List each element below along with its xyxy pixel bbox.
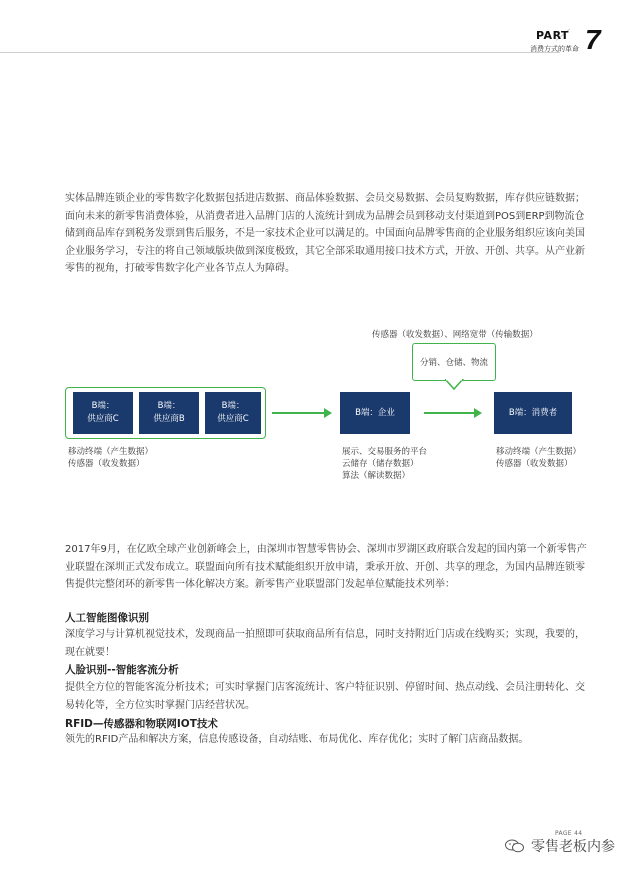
- section-heading-face-recognition: 人脸识别--智能客流分析: [65, 664, 179, 676]
- part-number: 7: [585, 24, 601, 55]
- supplier-box: [205, 392, 261, 434]
- supplier-line2: 供应商C: [217, 414, 249, 424]
- caption-line: 传感器（收发数据）: [496, 459, 573, 469]
- enterprise-box: B端：企业: [340, 392, 410, 434]
- section-body-rfid: [65, 731, 585, 749]
- wechat-account-name: 零售老板内参: [531, 839, 615, 855]
- header-rule: [0, 52, 560, 53]
- text-line: 实体品牌连锁企业的零售数字化数据包括进店数据、商品体验数据、会员交易数据、会员复购数据，库存供应链数据；: [65, 193, 585, 204]
- section-heading-ai-image: 人工智能图像识别: [65, 612, 149, 624]
- text-line: 零售的视角，打破零售数字化产业各节点人为障碍。: [65, 263, 295, 274]
- text-line: 易转化等，全方位实时掌握门店经营状况。: [65, 699, 255, 711]
- callout-pointer: [445, 379, 465, 391]
- text-line: 领先的RFID产品和解决方案，信息传感设备，自动结账、布局优化、库存优化；实时了解门店商品数据。: [65, 734, 529, 745]
- supplier-box: [73, 392, 133, 434]
- caption-line: 移动终端（产生数据）: [68, 447, 154, 457]
- caption-line: 展示、交易服务的平台: [342, 447, 428, 457]
- supplier-line1: B端：: [157, 401, 181, 411]
- wechat-watermark: [505, 836, 615, 856]
- text-line: 面向未来的新零售消费体验，从消费者进入品牌门店的人流统计到成为品牌会员到移动支付渠道到POS到ERP到物流仓: [65, 210, 585, 222]
- caption-line: 移动终端（产生数据）: [496, 447, 582, 457]
- section-heading-rfid: RFID—传感器和物联网IOT技术: [65, 718, 218, 730]
- alliance-paragraph: [65, 541, 585, 594]
- text-line: 业联盟在深圳正式发布成立。联盟面向所有技术赋能组织开放申请，秉承开放、开创、共享的理念，为国内品牌连锁零: [65, 561, 585, 573]
- text-line: 提供全方位的智能客流分析技术；可实时掌握门店客流统计、客户特征识别、停留时间、热点动线、会员注册转化、交: [65, 682, 585, 693]
- page-number: PAGE 44: [555, 830, 583, 837]
- text-line: 2017年9月，在亿欧全球产业创新峰会上，由深圳市智慧零售协会、深圳市罗湖区政府联合发起的国内第一个新零售产: [65, 544, 587, 555]
- section-body-face-recognition: [65, 679, 585, 714]
- caption-line: 云储存（储存数据）: [342, 459, 419, 469]
- diagram-callout: 分销、仓储、物流: [412, 343, 496, 381]
- supplier-line1: B端：: [91, 401, 115, 411]
- flow-arrow-line: [272, 412, 326, 414]
- wechat-icon: [505, 839, 525, 853]
- middle-caption: [342, 446, 427, 482]
- supplier-box: [139, 392, 199, 434]
- left-caption: [68, 446, 153, 470]
- section-body-ai-image: [65, 626, 585, 661]
- text-line: 现在就要！: [65, 646, 115, 658]
- caption-line: 传感器（收发数据）: [68, 459, 145, 469]
- text-line: 储到商品库存到税务发票到售后服务，不是一家技术企业可以满足的。中国面向品牌零售商的企业服务组织应该向美国: [65, 228, 585, 239]
- supplier-line2: 供应商B: [153, 414, 185, 424]
- text-line: 深度学习与计算机视觉技术，发现商品一拍照即可获取商品所有信息，同时支持附近门店或在线购买；实现，我要的，: [65, 629, 585, 640]
- supplier-line1: B端：: [221, 401, 245, 411]
- flow-arrow-head: [324, 408, 332, 418]
- part-subtitle: 消费方式的革命: [530, 45, 579, 53]
- text-line: 企业服务学习，专注的将自己领域版块做到深度极致，其它全部采取通用接口技术方式，开放、开创、共享。从产业新: [65, 245, 585, 257]
- caption-line: 算法（解读数据）: [342, 471, 411, 481]
- supplier-line2: 供应商C: [87, 414, 119, 424]
- diagram-top-label: 传感器（收发数据）、网络宽带（传输数据）: [372, 330, 538, 340]
- intro-paragraph: [65, 190, 585, 278]
- consumer-box: B端：消费者: [494, 392, 572, 434]
- right-caption: [496, 446, 581, 470]
- flow-arrow-head: [474, 408, 482, 418]
- flow-arrow-line: [424, 412, 476, 414]
- part-label: PART: [536, 29, 570, 42]
- text-line: 售提供完整闭环的新零售一体化解决方案。新零售产业联盟部门发起单位赋能技术列举：: [65, 579, 455, 590]
